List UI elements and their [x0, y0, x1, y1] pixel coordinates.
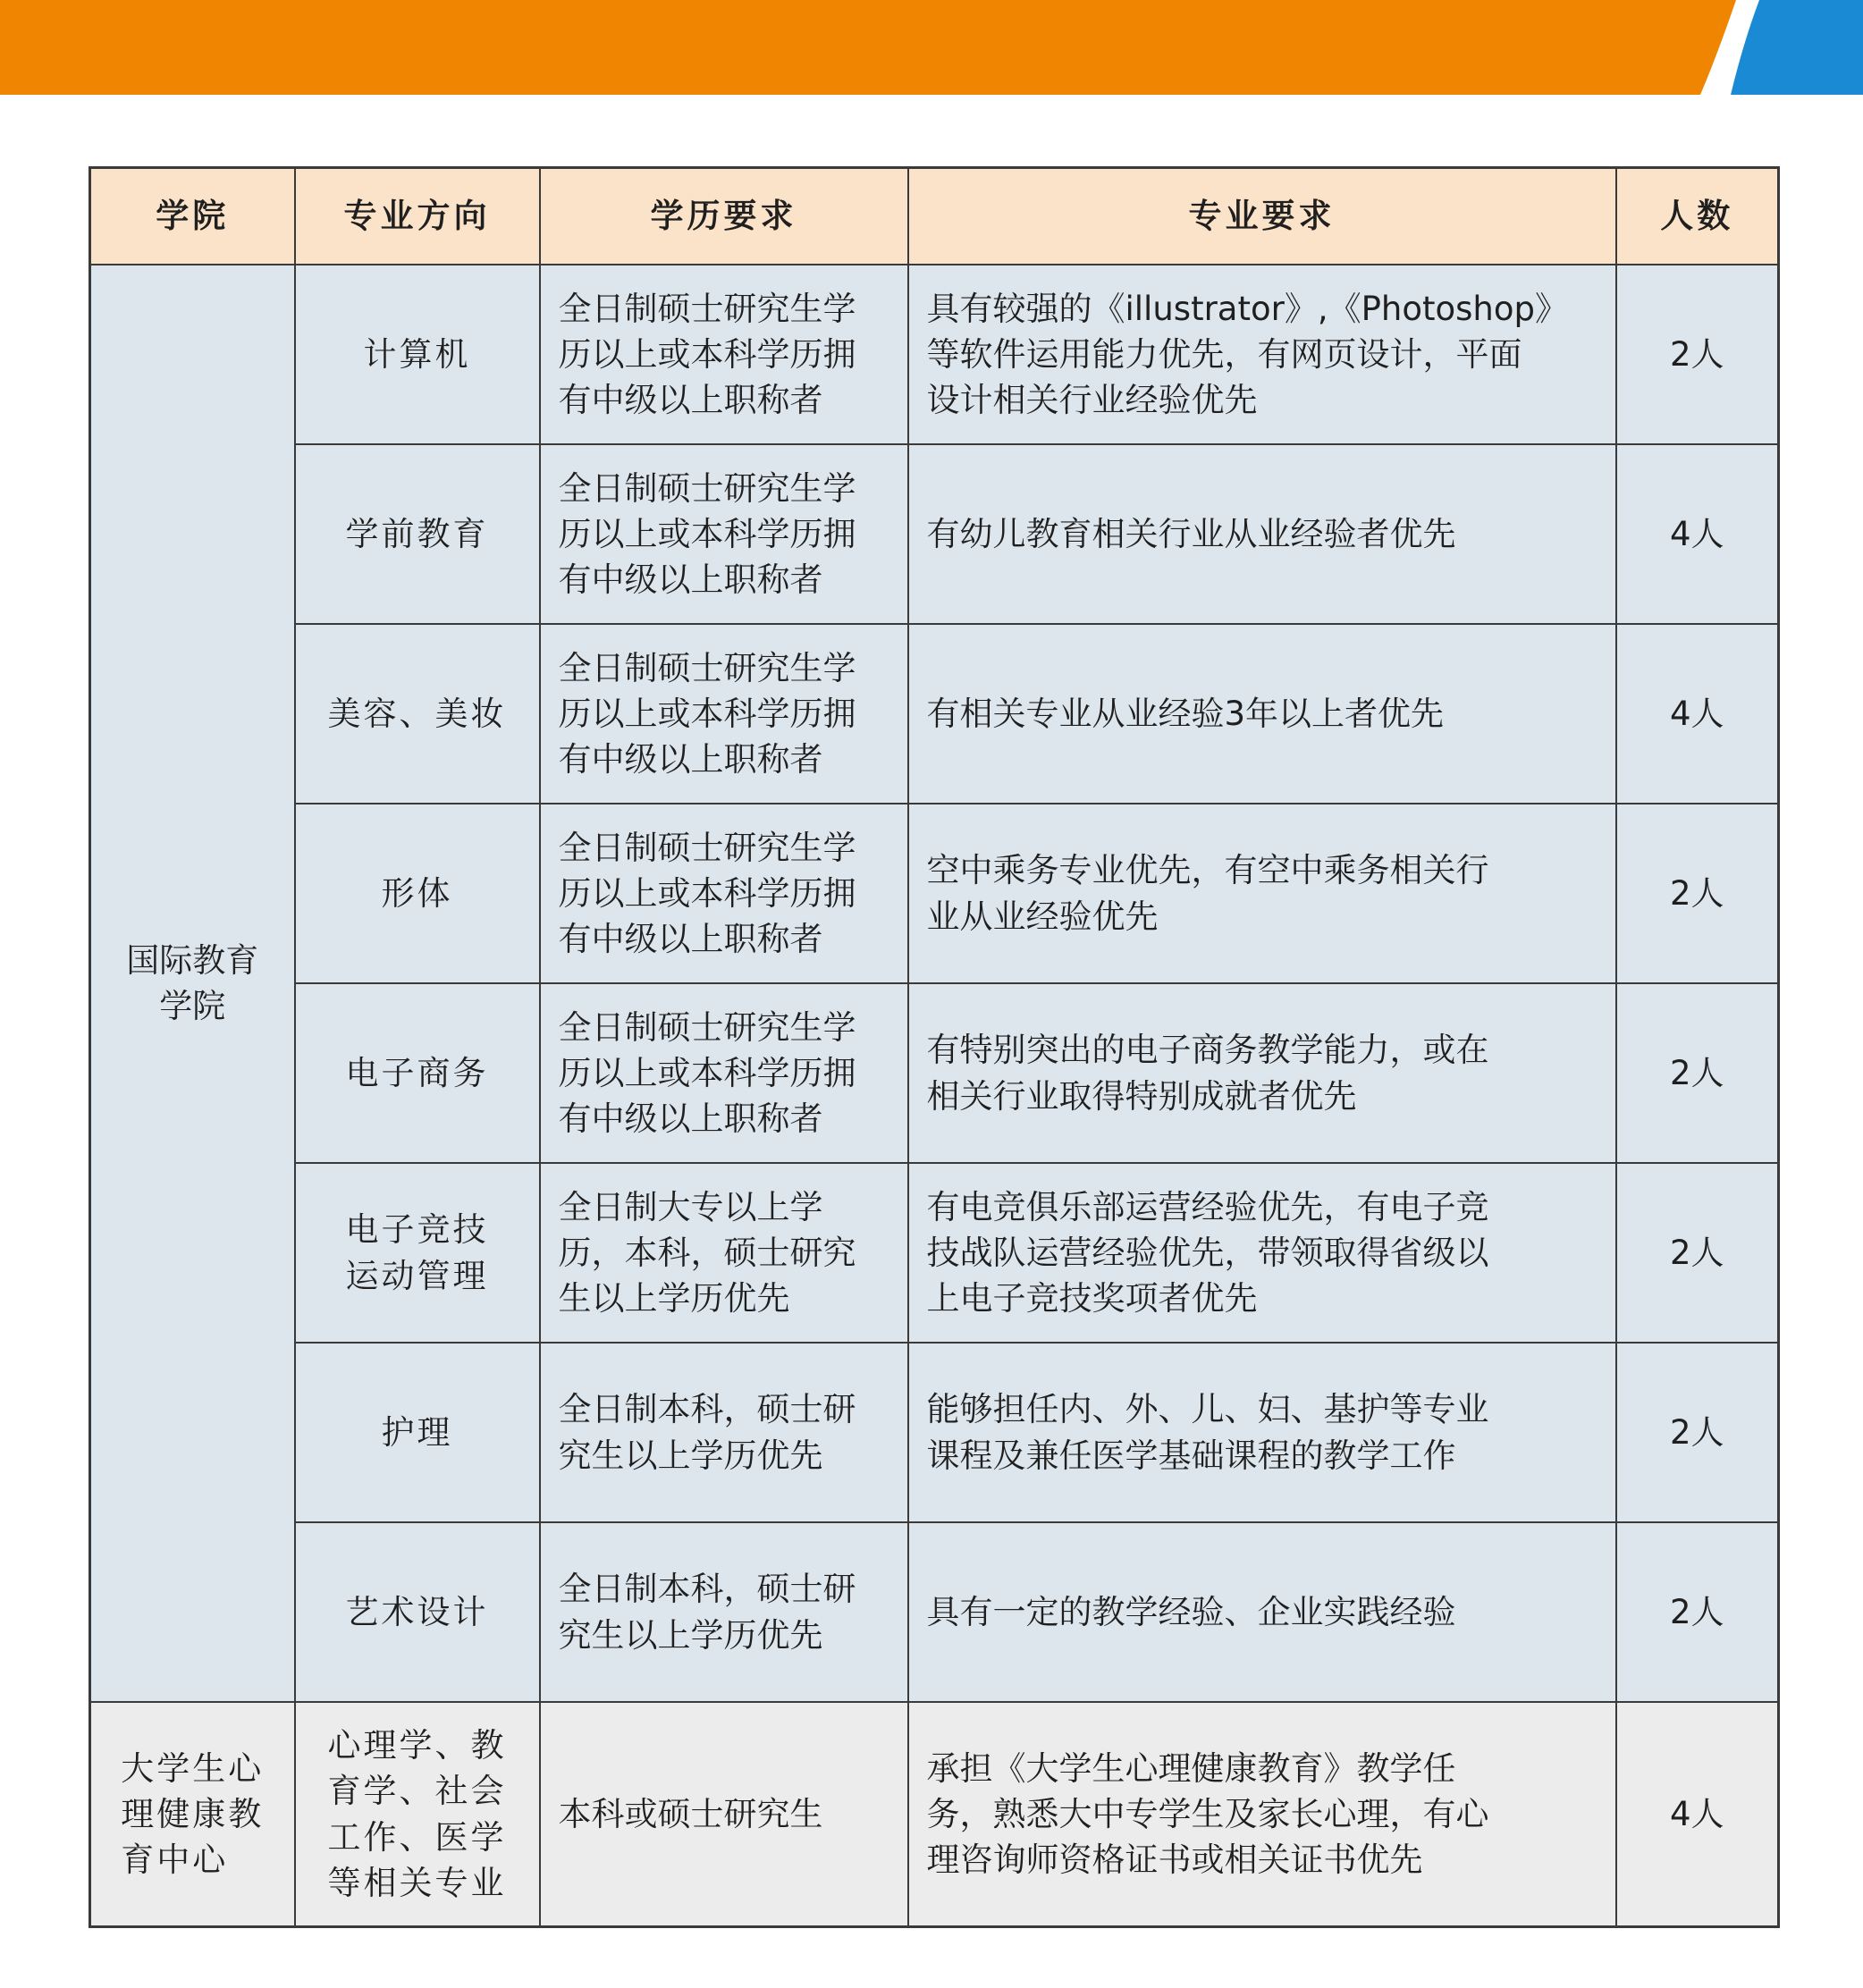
- count-text: 2人: [1669, 1412, 1724, 1452]
- table-row: [90, 1702, 1779, 1927]
- header-direction: 专业方向: [295, 168, 540, 265]
- requirement-cell: [908, 1163, 1616, 1343]
- count-text: 4人: [1669, 514, 1724, 553]
- requirement-cell: [908, 983, 1616, 1163]
- count-cell: [1616, 1522, 1779, 1702]
- education-cell: [540, 444, 908, 624]
- college-cell: [90, 265, 295, 1702]
- table-header-row: [90, 168, 1779, 265]
- education-cell: [540, 1522, 908, 1702]
- direction-cell: [295, 1522, 540, 1702]
- requirement-text: 有电竞俱乐部运营经验优先，有电子竞 技战队运营经验优先，带领取得省级以 上电子竞技奖项者优先: [926, 1187, 1489, 1318]
- table-row: [90, 804, 1779, 983]
- direction-text: 电子竞技 运动管理: [345, 1210, 489, 1295]
- count-cell: [1616, 983, 1779, 1163]
- education-text: 全日制硕士研究生学 历以上或本科学历拥 有中级以上职称者: [558, 648, 856, 779]
- header-requirement: 专业要求: [908, 168, 1616, 265]
- direction-text: 学前教育: [345, 514, 489, 553]
- direction-text: 护理: [381, 1412, 453, 1452]
- college-cell: [90, 1702, 295, 1927]
- requirement-cell: [908, 444, 1616, 624]
- education-cell: [540, 265, 908, 444]
- education-cell: [540, 804, 908, 983]
- direction-text: 美容、美妆: [327, 694, 507, 733]
- education-cell: [540, 1702, 908, 1927]
- education-text: 全日制本科，硕士研 究生以上学历优先: [558, 1570, 856, 1655]
- table-row: [90, 444, 1779, 624]
- direction-text: 艺术设计: [345, 1592, 489, 1631]
- count-text: 2人: [1669, 1053, 1724, 1092]
- direction-cell: [295, 1163, 540, 1343]
- requirement-text: 能够担任内、外、儿、妇、基护等专业 课程及兼任医学基础课程的教学工作: [926, 1390, 1489, 1475]
- requirement-cell: [908, 1343, 1616, 1522]
- recruitment-table: [89, 166, 1780, 1928]
- requirement-text: 有特别突出的电子商务教学能力，或在 相关行业取得特别成就者优先: [926, 1031, 1489, 1116]
- direction-text: 形体: [381, 873, 453, 913]
- college-name: 国际教育 学院: [126, 940, 259, 1025]
- requirement-text: 有相关专业从业经验3年以上者优先: [926, 694, 1445, 733]
- requirement-cell: [908, 1522, 1616, 1702]
- direction-cell: [295, 983, 540, 1163]
- education-text: 全日制本科，硕士研 究生以上学历优先: [558, 1390, 856, 1475]
- table-row: [90, 1522, 1779, 1702]
- requirement-text: 具有较强的《illustrator》,《Photoshop》 等软件运用能力优先，有网页设计，平面 设计相关行业经验优先: [926, 289, 1568, 420]
- table-row: [90, 1343, 1779, 1522]
- direction-cell: [295, 1702, 540, 1927]
- count-cell: [1616, 1702, 1779, 1927]
- education-cell: [540, 1163, 908, 1343]
- count-text: 2人: [1669, 1592, 1724, 1631]
- requirement-cell: [908, 624, 1616, 804]
- direction-cell: [295, 444, 540, 624]
- education-text: 本科或硕士研究生: [558, 1794, 823, 1833]
- table-row: [90, 624, 1779, 804]
- requirement-text: 承担《大学生心理健康教育》教学任 务，熟悉大中专学生及家长心理，有心 理咨询师资格证书或相关证书优先: [926, 1748, 1489, 1880]
- banner-orange-band: [0, 0, 1736, 95]
- table-row: [90, 265, 1779, 444]
- requirement-text: 有幼儿教育相关行业从业经验者优先: [926, 514, 1456, 553]
- count-cell: [1616, 624, 1779, 804]
- count-text: 2人: [1669, 1233, 1724, 1272]
- count-cell: [1616, 804, 1779, 983]
- requirement-text: 具有一定的教学经验、企业实践经验: [926, 1592, 1456, 1631]
- banner-blue-band: [1731, 0, 1863, 95]
- requirement-cell: [908, 804, 1616, 983]
- table-row: [90, 983, 1779, 1163]
- education-text: 全日制硕士研究生学 历以上或本科学历拥 有中级以上职称者: [558, 468, 856, 600]
- direction-cell: [295, 265, 540, 444]
- education-cell: [540, 624, 908, 804]
- count-cell: [1616, 1343, 1779, 1522]
- count-text: 2人: [1669, 334, 1724, 374]
- count-text: 4人: [1669, 694, 1724, 733]
- header-education: 学历要求: [540, 168, 908, 265]
- header-count: 人数: [1616, 168, 1779, 265]
- top-banner: [0, 0, 1863, 95]
- direction-text: 电子商务: [345, 1053, 489, 1092]
- education-text: 全日制硕士研究生学 历以上或本科学历拥 有中级以上职称者: [558, 828, 856, 959]
- education-text: 全日制大专以上学 历，本科，硕士研究 生以上学历优先: [558, 1187, 856, 1318]
- education-text: 全日制硕士研究生学 历以上或本科学历拥 有中级以上职称者: [558, 1007, 856, 1139]
- count-text: 2人: [1669, 873, 1724, 913]
- count-cell: [1616, 444, 1779, 624]
- requirement-cell: [908, 1702, 1616, 1927]
- education-text: 全日制硕士研究生学 历以上或本科学历拥 有中级以上职称者: [558, 289, 856, 420]
- requirement-cell: [908, 265, 1616, 444]
- requirement-text: 空中乘务专业优先，有空中乘务相关行 业从业经验优先: [926, 851, 1489, 936]
- direction-cell: [295, 804, 540, 983]
- direction-text: 计算机: [363, 334, 471, 374]
- count-cell: [1616, 1163, 1779, 1343]
- direction-cell: [295, 1343, 540, 1522]
- count-cell: [1616, 265, 1779, 444]
- table-row: [90, 1163, 1779, 1343]
- header-college: 学院: [90, 168, 295, 265]
- direction-text: 心理学、教 育学、社会 工作、医学 等相关专业: [327, 1726, 507, 1902]
- education-cell: [540, 1343, 908, 1522]
- direction-cell: [295, 624, 540, 804]
- education-cell: [540, 983, 908, 1163]
- college-name: 大学生心 理健康教 育中心: [121, 1748, 265, 1880]
- count-text: 4人: [1669, 1794, 1724, 1833]
